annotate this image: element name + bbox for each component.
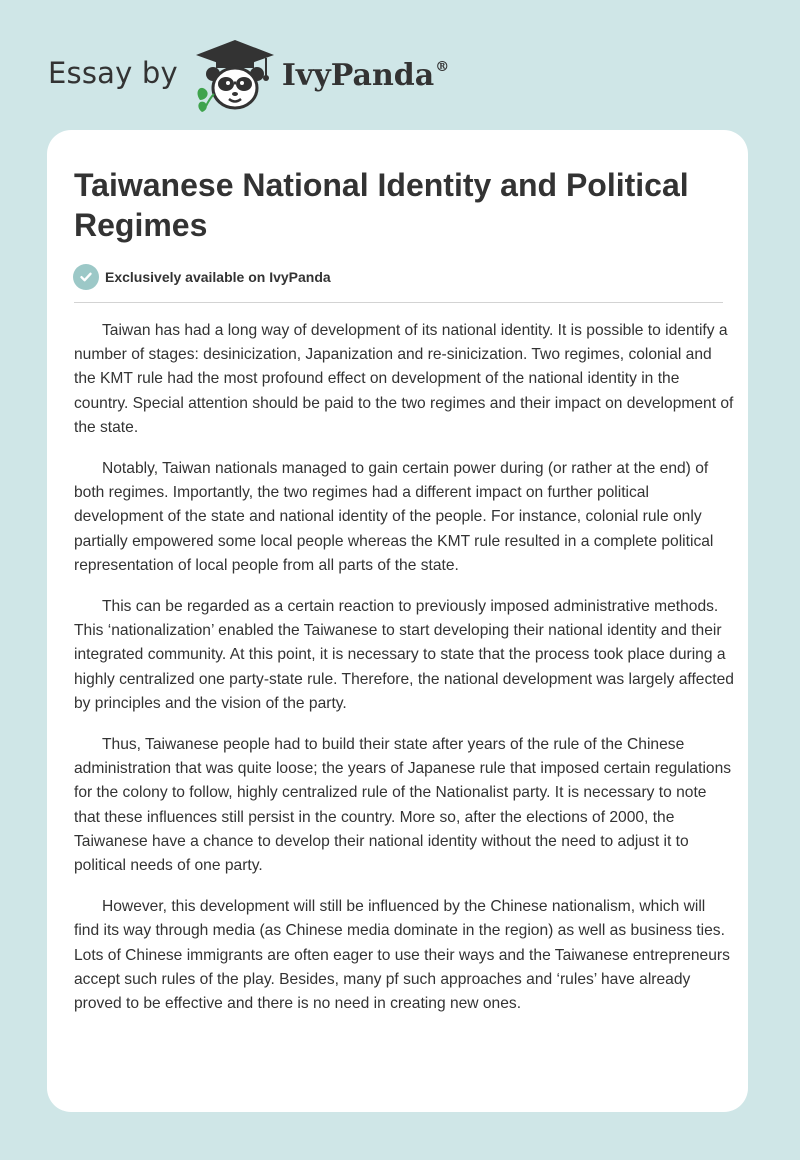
essay-card <box>47 130 748 1112</box>
ivy-leaf-icon <box>197 88 213 112</box>
paragraph: This can be regarded as a certain reaction to previously imposed administrative methods. This ‘nationalization’ enabled the Taiwanese to start developing their national identity and their integrated community. At this point, it is necessary to state that the process took place during a highly centralized one party-state rule. Therefore, the national development was largely affected by principles and the vision of the party. <box>74 598 734 712</box>
brand-name[interactable] <box>282 58 449 93</box>
essay-body <box>74 319 734 1033</box>
paragraph: Thus, Taiwanese people had to build their state after years of the rule of the Chinese administration that was quite loose; the years of Japanese rule that imposed certain regulations for the colony to follow, highly centralized rule of the Nationalist party. It is necessary to note that these influences still persist in the country. More so, after the elections of 2000, the Taiwanese have a chance to develop their national identity without the need to adjust it to political needs of one party. <box>74 736 732 875</box>
site-header <box>48 34 449 114</box>
essay-title: Taiwanese National Identity and Political Regimes <box>74 167 689 243</box>
brand-text: IvyPanda <box>281 57 435 93</box>
registered-mark: ® <box>435 58 450 75</box>
paragraph: However, this development will still be influenced by the Chinese nationalism, which will find its way through media (as Chinese media dominate in the region) as well as business ties. Lots of Chinese immigrants are often eager to use their ways and the Taiwanese entrepreneurs accept such rules of the play. Besides, many pf such approaches and ‘rules’ have already proved to be effective and there is no need in creating new ones. <box>74 898 730 1013</box>
check-circle-icon <box>73 264 99 290</box>
exclusive-label: Exclusively available on IvyPanda <box>105 269 331 285</box>
divider <box>74 302 723 303</box>
panda-logo-icon[interactable] <box>192 34 278 114</box>
essay-by-label: Essay by <box>48 56 178 90</box>
paragraph: Notably, Taiwan nationals managed to gain certain power during (or rather at the end) of both regimes. Importantly, the two regimes had a different impact on further political development of the state and national identity of the people. For instance, colonial rule only partially empowered some local people whereas the KMT rule resulted in a complete political representation of local people from all parts of the state. <box>74 460 714 574</box>
paragraph: Taiwan has had a long way of development of its national identity. It is possible to identify a number of stages: desinicization, Japanization and re-sinicization. Two regimes, colonial and the KMT rule had the most profound effect on development of the national identity in the country. Special attention should be paid to the two regimes and their impact on development of the state. <box>74 322 734 436</box>
exclusive-badge <box>73 264 331 290</box>
